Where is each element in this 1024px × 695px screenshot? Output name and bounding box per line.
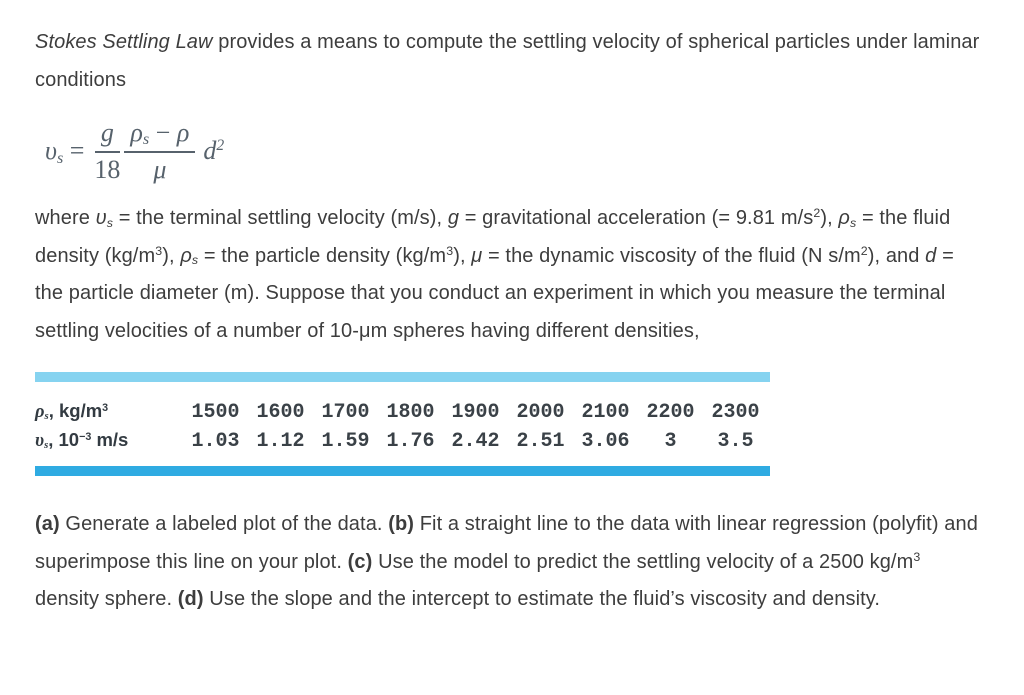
row-label-particle-density: $\rho_s$, $kg/m^3$ (35, 400, 109, 423)
stokes-settling-law-formula (45, 114, 994, 188)
intro-paragraph: Stokes Settling Law provides a means to compute the settling velocity of spherical particles under laminar conditions (35, 31, 980, 91)
formula-fraction-density-over-mu (124, 118, 195, 185)
table-row-particle-density (35, 396, 994, 425)
table-cell: 1.12 (256, 430, 305, 453)
table-cell: 3.06 (581, 430, 630, 453)
formula-fraction-g-over-18 (94, 118, 120, 185)
formula-lhs-velocity: $\upsilon_s$ = (45, 136, 85, 167)
table-cell: 1.59 (321, 430, 370, 453)
table-cell: 1500 (191, 401, 240, 424)
table-cell: 2300 (711, 401, 760, 424)
table-cell: 2.51 (516, 430, 565, 453)
table-cell: 2000 (516, 401, 565, 424)
table-bottom-rule (35, 466, 770, 476)
variables-description-paragraph: where $\upsilon_s$ = the terminal settling velocity (m/s), g = gravitational acceleration (= 9.81 $m/s^2$), $\rho_s$ = the fluid density $(kg/m^3)$, $\rho_s$ = the particle density $(kg/m^3)$, μ = the dynamic viscosity of the fluid (N $s/m^2$), and d = the particle diameter (m). Suppose that you conduct an experiment in which you measure the terminal settling velocities of a number of 10-μm spheres having different densities, (35, 206, 954, 342)
table-cell: 1.76 (386, 430, 435, 453)
table-cell: 2200 (646, 401, 695, 424)
table-cell: 3.5 (717, 430, 754, 453)
table-cell: 1700 (321, 401, 370, 424)
row-label-settling-velocity: $\upsilon_s$, $10^{-3}$ m/s (35, 429, 129, 452)
tasks-paragraph: (a) Generate a labeled plot of the data. (b) Fit a straight line to the data with linear regression (polyfit) and superimpose this line on your plot. (c) Use the model to predict the settling velocity of a 2500 $kg/m^3$ density sphere. (d) Use the slope and the intercept to estimate the fluid’s viscosity and density. (35, 513, 978, 610)
fraction-denominator-18: 18 (94, 154, 121, 184)
table-cell: 1800 (386, 401, 435, 424)
fraction-numerator-density-difference: $\rho_s - \rho$ (124, 118, 195, 153)
table-row-settling-velocity (35, 425, 994, 454)
table-cell: 1.03 (191, 430, 240, 453)
experiment-data-table (35, 372, 994, 476)
formula-d-squared: $d^2$ (203, 136, 225, 165)
fraction-numerator-g: g (95, 118, 120, 153)
table-cell: 1900 (451, 401, 500, 424)
table-top-rule (35, 372, 770, 382)
table-cell: 2.42 (451, 430, 500, 453)
table-cell: 1600 (256, 401, 305, 424)
table-cell: 3 (664, 430, 677, 453)
table-body (35, 382, 994, 466)
fraction-denominator-mu: μ (153, 154, 167, 184)
table-cell: 2100 (581, 401, 630, 424)
